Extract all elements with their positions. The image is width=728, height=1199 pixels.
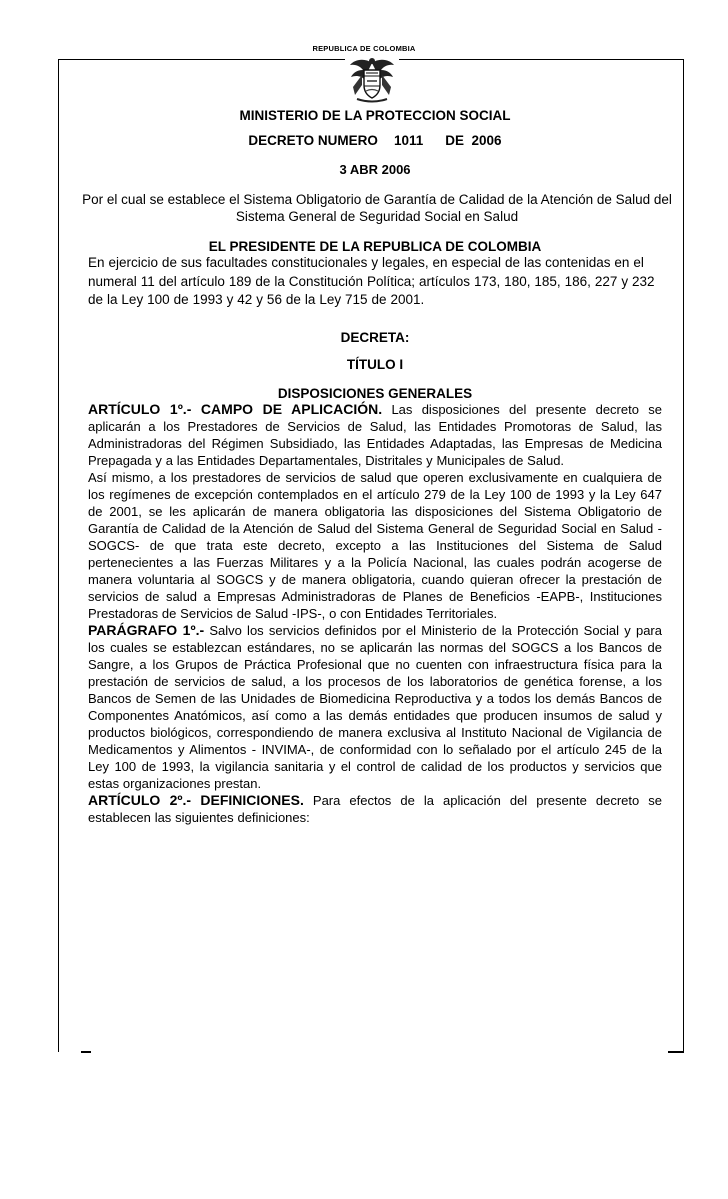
document-body [82, 104, 672, 826]
exercise-paragraph: En ejercicio de sus facultades constitucionales y legales, en especial de las contenidas en el numeral 11 del artículo 189 de la Constitución Política; artículos 173, 180, 185, 186, 227 y 232 de la Ley 100 de 1993 y 42 y 56 de la Ley 715 de 2001. [88, 255, 655, 307]
decree-year: 2006 [471, 133, 502, 148]
ministry-title: MINISTERIO DE LA PROTECCION SOCIAL [239, 108, 511, 123]
article-1-lead: ARTÍCULO 1º.- CAMPO DE APLICACIÓN. [88, 400, 383, 417]
decree-number-line [88, 133, 662, 148]
decree-summary: Por el cual se establece el Sistema Obligatorio de Garantía de Calidad de la Atención de Salud del Sistema General de Seguridad Social en Salud [82, 192, 672, 224]
decree-label: DECRETO NUMERO [248, 133, 378, 148]
article-2-paragraph [88, 792, 662, 826]
article-1-text: Las disposiciones del presente decreto se aplicarán a los Prestadores de Servicios de Salud, las Entidades Promotoras de Salud, las Administradoras del Régimen Subsidiado, las Entidades Adaptadas, las Empresas de Medicina Prepagada y a las Entidades Departamentales, Distritales y Municipales de Salud. [88, 401, 662, 468]
asi-mismo-paragraph: Así mismo, a los prestadores de servicios de salud que operen exclusivamente en cualquiera de los regímenes de excepción contemplados en el artículo 279 de la Ley 100 de 1993 y la Ley 647 de 2001, se les aplicarán de manera obligatoria las disposiciones del Sistema Obligatorio de Garantía de Calidad de la Atención de Salud del Sistema General de Seguridad Social en Salud -SOGCS- de que trata este decreto, excepto a las Instituciones del Sistema de Salud pertenecientes a las Fuerzas Militares y a la Policía Nacional, las cuales podrán acogerse de manera voluntaria al SOGCS y de manera obligatoria, cuando quieran ofrecer la prestación de servicios de salud a Empresas Administradoras de Planes de Beneficios -EAPB-, Instituciones Prestadoras de Servicios de Salud -IPS-, o con Entidades Territoriales. [88, 469, 662, 621]
bottom-right-mark [668, 1051, 684, 1053]
decree-number: 1011 [393, 133, 424, 148]
paragraph-1-lead: PARÁGRAFO 1º.- [88, 621, 205, 638]
paragraph-1-text: Salvo los servicios definidos por el Ministerio de la Protección Social y para los cuales se establezcan estándares, no se aplicarán las normas del SOGCS a los Bancos de Sangre, a los Grupos de Práctica Profesional que no cuenten con infraestructura física para la prestación de servicios de salud, a los procesos de los laboratorios de genética forense, a los Bancos de Semen de las Unidades de Biomedicina Reproductiva y a todos los demás Bancos de Componentes Anatómicos, así como a las demás entidades que producen insumos de salud y productos biológicos, correspondiendo de manera exclusiva al Instituto Nacional de Vigilancia de Medicamentos y Alimentos - INVIMA-, de conformidad con lo señalado por el artículo 245 de la Ley 100 de 1993, la vigilancia sanitaria y el control de calidad de los productos y servicios que estas organizaciones prestan. [88, 622, 662, 791]
article-2-lead: ARTÍCULO 2º.- DEFINICIONES. [88, 791, 304, 808]
title-heading: TÍTULO I [346, 356, 404, 372]
article-1-paragraph [88, 401, 662, 469]
country-heading: REPUBLICA DE COLOMBIA [312, 44, 416, 53]
decreta-heading: DECRETA: [340, 329, 410, 345]
article-2-text: Para efectos de la aplicación del presente decreto se establecen las siguientes definiciones: [88, 792, 662, 825]
coat-of-arms-icon [345, 55, 399, 105]
paragraph-1 [88, 622, 662, 792]
decree-date: 3 ABR 2006 [339, 162, 411, 177]
president-heading: EL PRESIDENTE DE LA REPUBLICA DE COLOMBIA [208, 239, 542, 254]
general-provisions-heading: DISPOSICIONES GENERALES [277, 385, 473, 401]
bottom-left-mark [81, 1051, 91, 1053]
year-label: DE [445, 133, 464, 148]
